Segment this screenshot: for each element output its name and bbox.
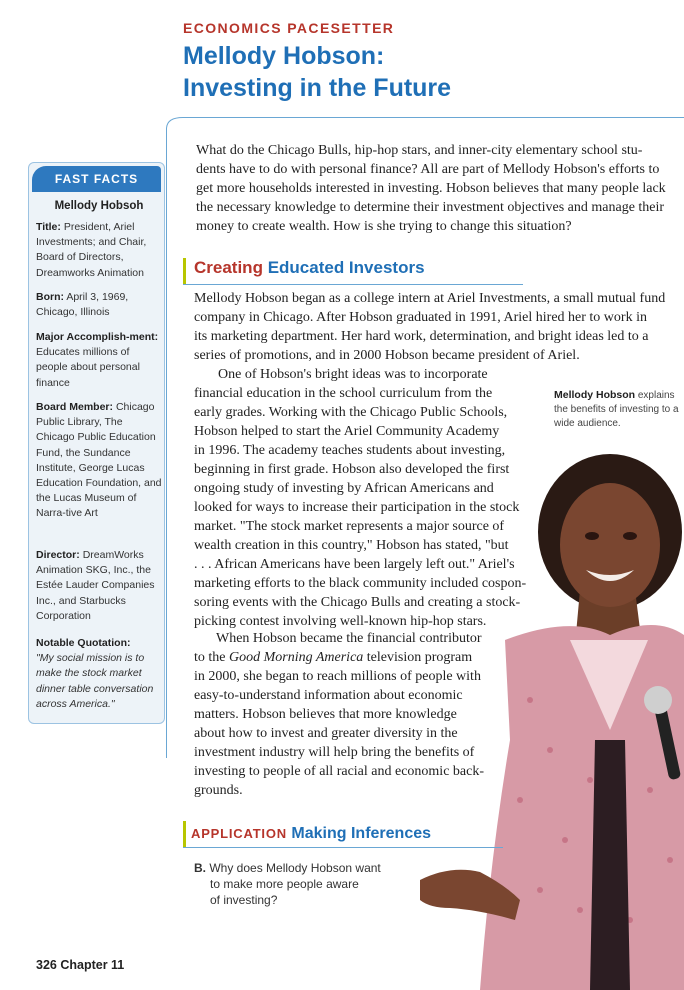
section-heading [194,258,425,278]
section-heading-first: Creating [194,258,263,277]
body-line: . . . African Americans have been largely left out." Ariel's [194,557,515,572]
caption-name: Mellody Hobson [554,389,636,401]
caption-after-name: explains [635,390,675,401]
intro-line: money to create wealth. How is she trying to change this situation? [196,219,572,234]
body-line: beginning in first grade. Hobson also developed the first [194,462,510,477]
page-title [183,40,451,104]
body-line: looked for ways to increase their participation in the stock [194,500,520,515]
fact-title-label: Title: [36,221,61,233]
body-line: in 2000, she began to reach millions of people with [194,669,481,684]
body-line: marketing efforts to the black community included cospon- [194,576,527,591]
body-line: wealth creation in this country," Hobson has stated, "but [194,538,509,553]
fact-major-value: Educates millions of people about personal finance [36,346,140,389]
body-line: matters. Hobson believes that more knowledge [194,707,457,722]
body-line: One of Hobson's bright ideas was to incorporate [218,367,488,382]
kicker-label: ECONOMICS PACESETTER [183,20,395,36]
body-line: easy-to-understand information about economic [194,688,463,703]
section-rule [183,284,523,285]
fast-facts-header [32,166,161,192]
program-title: Good Morning America [229,650,364,665]
application-title: Making Inferences [291,825,432,842]
question-line [194,860,384,876]
question-letter: B. [194,861,206,875]
fact-born [36,290,162,320]
body-line [194,648,504,667]
application-question [194,860,384,908]
application-accent-bar [183,821,186,847]
fact-board [36,400,162,522]
fact-born-value: April 3, 1969, Chicago, Illinois [36,291,129,319]
body-line: soring events with the Chicago Bulls and creating a stock- [194,595,521,610]
body-line: in 1996. The academy teaches students about investing, [194,443,506,458]
application-label: APPLICATION [191,826,287,841]
intro-line: What do the Chicago Bulls, hip-hop stars, and inner-city elementary school stu- [196,143,643,158]
sidebar-rule [166,128,167,758]
question-line: of investing? [210,893,278,907]
body-line: When Hobson became the financial contributor [216,631,482,646]
body-line: series of promotions, and in 2000 Hobson became president of Ariel. [194,348,580,363]
fast-facts-name: Mellody Hobsoh [54,200,144,212]
intro-line: dents have to do with personal finance? All are part of Mellody Hobson's efforts to [196,162,660,177]
fast-facts-heading: FAST FACTS [54,172,139,186]
fact-quote-label: Notable Quotation: [36,637,131,649]
section-heading-rest: Educated Investors [262,258,425,277]
page-title-line2: Investing in the Future [183,74,452,102]
fact-director [36,548,162,624]
fact-major [36,330,162,391]
page-number: 326 [36,958,57,972]
body-line: market. "The stock market represents a major source of [194,519,505,534]
body-paragraph-1 [194,289,684,365]
body-line: Hobson helped to start the Ariel Community Academy [194,424,500,439]
fact-board-label: Board Member: [36,401,114,413]
body-line-part: television program [363,650,473,665]
fact-title [36,220,162,281]
intro-line: get more households interested in investing. Hobson believes that many people lack [196,181,666,196]
corner-curve [166,117,184,129]
caption-line-3: wide audience. [554,418,621,429]
header-rule [183,117,684,118]
fact-quote-value: "My social mission is to make the stock market dinner table conversation across America." [36,652,154,710]
fact-title-value: President, Ariel Investments; and Chair, Board of Directors, Dreamworks Animation [36,221,147,279]
section-accent-bar [183,258,186,284]
body-line: investment industry will help bring the benefits of [194,745,475,760]
question-line: to make more people aware [210,877,359,891]
fact-major-label: Major Accomplish-ment: [36,331,159,343]
intro-line: the necessary knowledge to determine their investment objectives and manage their [196,200,665,215]
intro-paragraph [196,141,684,236]
body-line: about how to invest and greater diversity in the [194,726,458,741]
body-line: ongoing study of investing by African Americans and [194,481,494,496]
caption-line-1 [554,388,684,403]
page-footer [36,958,124,972]
photo-caption [554,388,684,431]
application-rule [183,847,503,848]
question-text: Why does Mellody Hobson want [209,861,381,875]
body-line: Mellody Hobson began as a college intern at Ariel Investments, a small mutual fund [194,291,666,306]
fact-director-label: Director: [36,549,80,561]
fact-born-label: Born: [36,291,64,303]
caption-line-2: the benefits of investing to a [554,404,679,415]
fact-board-value: Chicago Public Library, The Chicago Public Education Fund, the Sundance Institute, George Lucas Education Foundation, and the Lucas Museum of Narra-tive Art [36,401,162,520]
body-line: picking contest involving well-known hip-hop stars. [194,614,487,629]
application-heading [191,825,431,843]
page-title-line1: Mellody Hobson: [183,42,385,70]
fact-director-value: DreamWorks Animation SKG, Inc., the Estée Lauder Companies Inc., and Starbucks Corporation [36,549,155,622]
body-line: company in Chicago. After Hobson graduated in 1991, Ariel hired her to work in [194,310,647,325]
chapter-label: Chapter 11 [60,958,125,972]
body-line: grounds. [194,783,243,798]
body-line: investing to people of all racial and economic back- [194,764,485,779]
body-paragraph-3 [194,629,504,800]
body-line: early grades. Working with the Chicago Public Schools, [194,405,508,420]
body-line: its marketing department. Her hard work, determination, and bright ideas led to a [194,329,649,344]
body-line-part: to the [194,650,229,665]
body-line: financial education in the school curriculum from the [194,386,493,401]
fact-quote [36,636,162,712]
